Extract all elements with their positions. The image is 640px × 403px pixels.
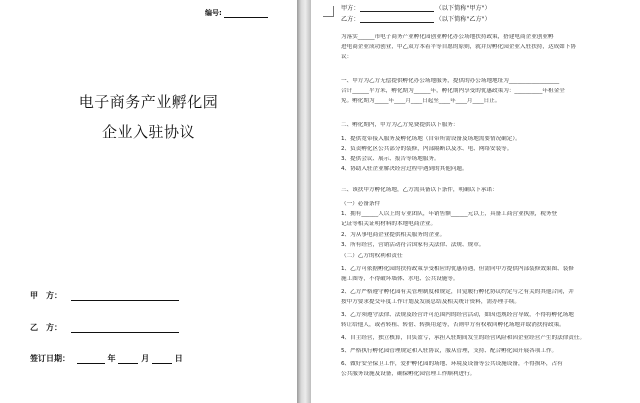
header-party-b-label: 乙方： [341,16,360,23]
agreement-line: 记证等相关证明材料的本地电商企业。 [341,221,437,227]
agreement-line: 公共服务设施及设备，确保孵化园管理工作顺利进行。 [341,371,476,377]
day-label: 日 [174,354,183,363]
agreement-line: 3、提供会议、展示、报告等场地服务。 [341,156,440,162]
agreement-line: 2、乙方严格遵守孵化园有关管理制度和规定，自觉履行孵化协议约定与之有关的其他合同，并 [341,289,574,295]
agreement-page [311,0,640,403]
agreement-line: 2、为从事电商企业提供相关服务的企业。 [341,232,446,238]
agreement-line: 议： [341,54,353,60]
header-party-b-blank [360,16,434,23]
party-b-label: 乙 方： [30,323,62,332]
agreement-line: 6、做好安全保卫工作，爱护孵化园的场地、环境及设备等公共设施设备，不得损坏，占有 [341,361,563,367]
day-blank [152,354,172,364]
year-label: 年 [107,354,116,363]
agreement-line: 按甲方要求提交年度工作计划及发展总结及相关统计资料，需办理手续。 [341,299,521,305]
agreement-line: 1、乙方可依据孵化园的扶持政策享受相应的优惠待遇，但需向甲方提供内部装修效果图、装修 [341,266,574,272]
agreement-line: 二、孵化期内，甲方为乙方免费提供以下服务： [341,122,459,128]
header-party-a [341,3,491,12]
agreement-line: 合计______平方米，孵化期为______年，孵化期内享受的优惠政策为：__________年租金全 [341,88,565,94]
agreement-line: 转让给他人，或者转租、转借、转换用途等，否则甲方有权收回孵化场地并取消扶持政策。 [341,322,565,328]
serial-number-field [205,8,268,18]
agreement-line: 免。孵化期为_____年____月____日起至____年____月____日止。 [341,98,501,104]
party-a-blank [71,291,179,301]
month-label: 月 [141,354,150,363]
agreement-line: 为落实______市电子商务产业孵化园创业孵化办公场地扶持政策，搭建电商企业创业孵 [341,34,554,40]
page-gutter [297,0,311,403]
agreement-line: （一）必备条件 [341,201,381,207]
month-blank [118,354,138,364]
document-title-line2: 企业入驻协议 [101,123,195,141]
party-a-signature-row [30,290,179,301]
header-party-a-label: 甲方： [341,5,360,12]
agreement-line: 3、乙方须遵守法律、法规及经营许可范围内的经营活动，如因违规经营导致，不得将孵化场地 [341,312,574,318]
serial-number-label: 编号: [205,9,222,17]
agreement-line: 4、自主经营，独立核算，自负盈亏，承担入驻期间发生的经营风险和因企业经营产生的法律责任。 [341,335,586,341]
agreement-line: 2、负责孵化区公共部分的装修，内部隔断以及水、电、网络安装等。 [341,146,513,152]
document-title-line1: 电子商务产业孵化园 [78,93,219,111]
agreement-line: 4、协助入驻企业解决经营过程中遇到的其他问题。 [341,166,468,172]
header-party-a-blank [360,5,434,12]
agreement-line: 进电商企业成功创业，甲乙双方本着平等自愿的原则，就并房孵化园企业入驻扶持，达成如下协 [341,44,576,50]
agreement-line: 1、拥有______人以上的专业团队，年销售额______元以上，具备工商营业执照，税务登 [341,211,558,217]
party-a-label: 甲 方： [30,291,62,300]
agreement-line: 5、严格执行孵化园管理规定和入驻协议，服从管理，支持、配合孵化园开展各项工作。 [341,348,558,354]
party-b-blank [71,323,179,333]
crop-mark-top-left [323,6,334,17]
agreement-line: 1、提供宽带接入服务及孵化场地（自带所需设备及场地需要情况确定）。 [341,136,521,142]
year-blank [77,354,105,364]
cover-page [0,0,297,403]
serial-number-blank [224,10,268,18]
sign-date-label: 签订日期： [30,354,70,363]
header-party-a-note: （以下简称"甲方"） [435,5,491,12]
agreement-line: 一、甲方为乙方无偿提供孵化办公场地服务，提供的办公场地地址为__________________ [341,78,560,84]
agreement-line: 施工图等，不得破坏墙体、水电、公共设施等。 [341,276,459,282]
agreement-line: 三、该扶甲方孵化场地，乙方需具备以下条件，明确以下承诺： [341,187,498,193]
party-b-signature-row [30,322,179,333]
agreement-line: 3、所有经营，营销活动符合国家有关法律、法规、规章。 [341,242,485,248]
header-party-b [341,14,491,23]
header-party-b-note: （以下简称"乙方"） [435,16,491,23]
sign-date-row [30,353,183,364]
agreement-line: （二）乙方的权利和责任 [341,253,403,259]
